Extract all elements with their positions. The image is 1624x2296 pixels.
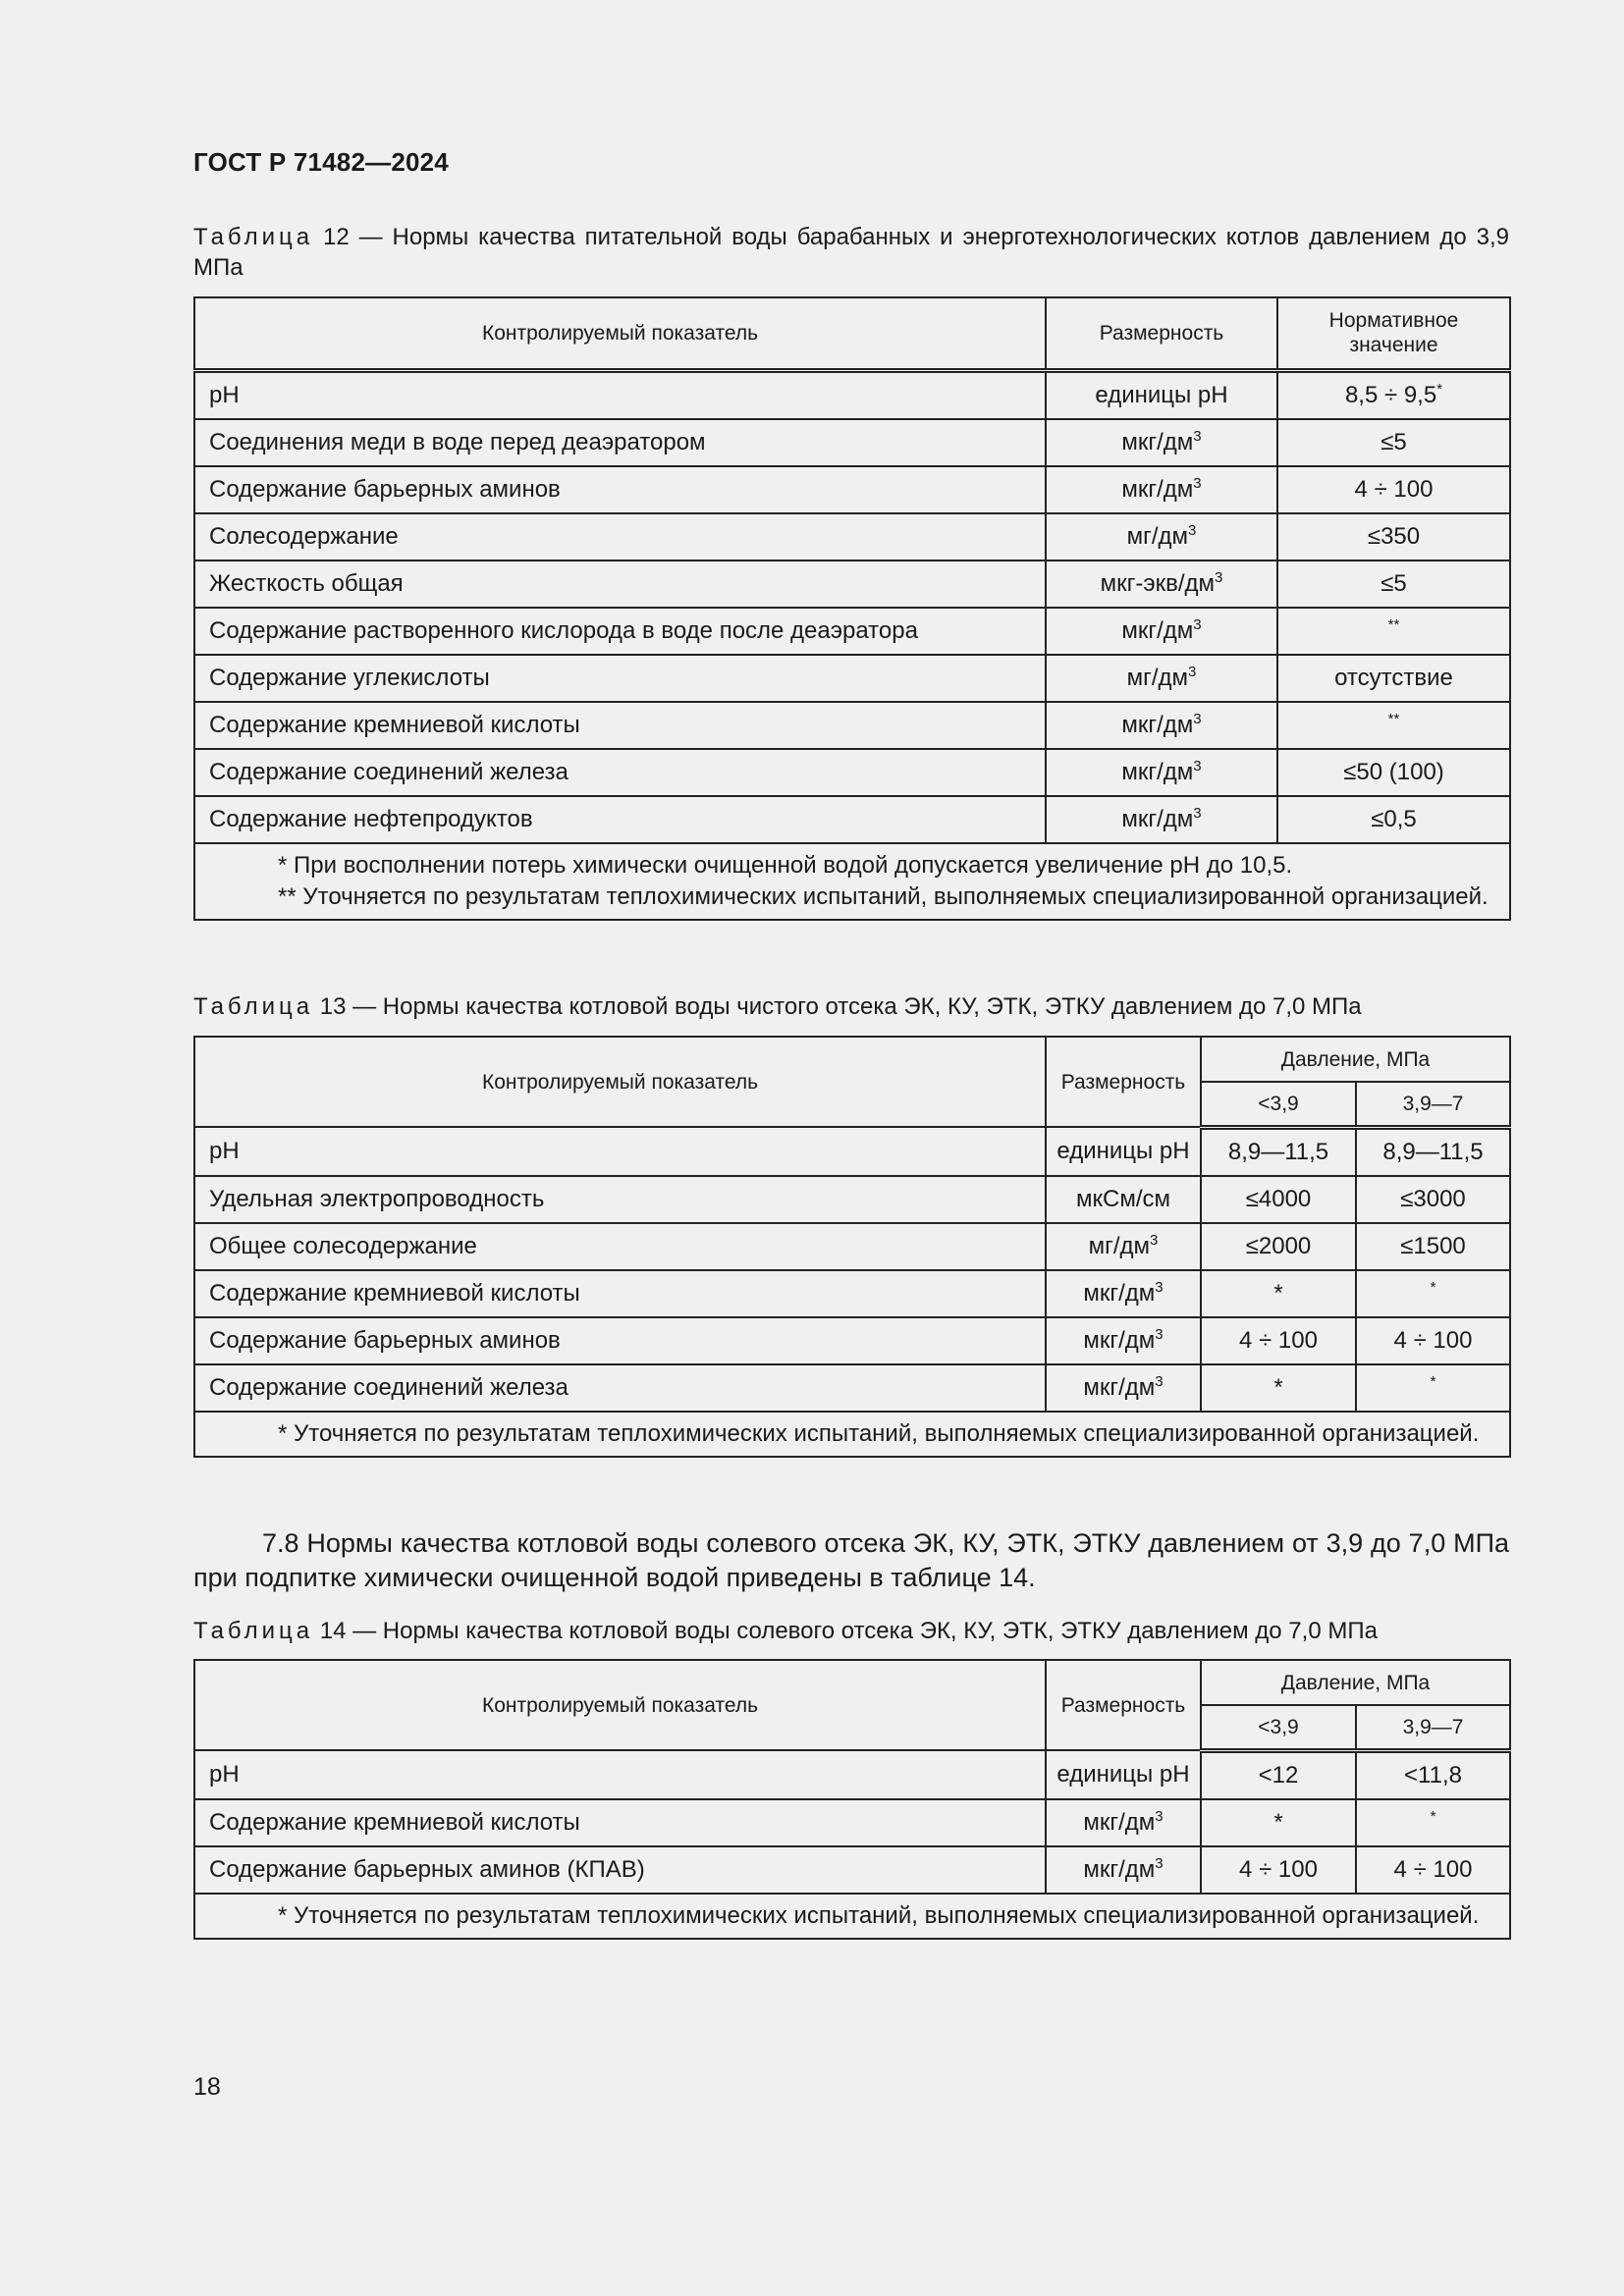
caption-text: 14 — Нормы качества котловой воды солевого отсека ЭК, КУ, ЭТК, ЭТКУ давлением до 7,0 МПа <box>313 1618 1378 1644</box>
table-12 <box>193 296 1511 921</box>
param-cell-text: Содержание барьерных аминов <box>209 475 561 503</box>
paragraph-7-8: 7.8 Нормы качества котловой воды солевого отсека ЭК, КУ, ЭТК, ЭТКУ давлением от 3,9 до 7,0 МПа при подпитке химически очищенной водой приведены в таблице 14. <box>193 1528 1509 1592</box>
unit-cell-text: мкг/дм <box>1083 1855 1156 1883</box>
table-14 <box>193 1659 1511 1940</box>
value-cell-superscript: ** <box>1387 710 1400 727</box>
param-cell <box>194 1223 1046 1270</box>
param-cell-text: Соединения меди в воде перед деаэратором <box>209 428 706 455</box>
param-cell-text: Общее солесодержание <box>209 1232 477 1259</box>
param-cell-text: Содержание углекислоты <box>209 664 490 691</box>
pressure-high-cell <box>1356 1364 1510 1412</box>
unit-cell <box>1046 1846 1201 1894</box>
unit-cell-superscript: 3 <box>1188 663 1197 680</box>
value-cell <box>1277 419 1510 466</box>
table-13-caption <box>193 991 1509 1022</box>
table-13 <box>193 1036 1511 1458</box>
pressure-low-cell <box>1201 1750 1356 1799</box>
value-cell <box>1277 513 1510 561</box>
param-cell <box>194 796 1046 843</box>
unit-cell <box>1046 466 1277 513</box>
unit-cell <box>1046 1364 1201 1412</box>
unit-cell-text: мкг/дм <box>1121 758 1194 785</box>
pressure-low-cell-text: * <box>1273 1808 1283 1836</box>
header-pressure: Давление, МПа <box>1201 1660 1510 1705</box>
table-row <box>194 1364 1510 1412</box>
pressure-low-cell-text: <12 <box>1258 1761 1299 1789</box>
table-row <box>194 1750 1510 1799</box>
value-cell <box>1277 561 1510 608</box>
header-pressure-high: 3,9—7 <box>1356 1705 1510 1750</box>
unit-cell <box>1046 1270 1201 1317</box>
pressure-low-cell <box>1201 1317 1356 1364</box>
table-row <box>194 749 1510 796</box>
pressure-low-cell-text: 4 ÷ 100 <box>1239 1326 1318 1354</box>
table-row <box>194 702 1510 749</box>
param-cell <box>194 466 1046 513</box>
unit-cell <box>1046 655 1277 702</box>
value-cell <box>1277 655 1510 702</box>
table-row <box>194 1127 1510 1176</box>
header-value: Нормативное значение <box>1277 297 1510 370</box>
unit-cell-text: мкг/дм <box>1121 616 1194 644</box>
param-cell-text: Содержание соединений железа <box>209 1373 568 1401</box>
caption-text: 13 — Нормы качества котловой воды чистого отсека ЭК, КУ, ЭТК, ЭТКУ давлением до 7,0 МПа <box>313 993 1362 1020</box>
param-cell-text: Жесткость общая <box>209 569 404 597</box>
unit-cell-superscript: 3 <box>1155 1372 1164 1390</box>
param-cell <box>194 419 1046 466</box>
pressure-high-cell-superscript: * <box>1430 1807 1436 1825</box>
value-cell <box>1277 702 1510 749</box>
unit-cell-superscript: 3 <box>1188 521 1197 539</box>
unit-cell-text: мкг/дм <box>1121 428 1194 455</box>
unit-cell-superscript: 3 <box>1193 615 1202 633</box>
unit-cell <box>1046 1223 1201 1270</box>
param-cell <box>194 1846 1046 1894</box>
header-pressure-low: <3,9 <box>1201 1082 1356 1127</box>
pressure-high-cell <box>1356 1223 1510 1270</box>
header-param: Контролируемый показатель <box>194 1660 1046 1750</box>
unit-cell-text: мкг/дм <box>1083 1373 1156 1401</box>
param-cell-text: pH <box>209 1760 240 1788</box>
value-cell-text: ≤5 <box>1380 569 1407 597</box>
unit-cell-text: мг/дм <box>1126 522 1189 550</box>
table-row <box>194 655 1510 702</box>
param-cell <box>194 1176 1046 1223</box>
header-unit: Размерность <box>1046 297 1277 370</box>
table-12-caption <box>193 222 1509 283</box>
pressure-low-cell-text: 4 ÷ 100 <box>1239 1855 1318 1883</box>
page-number: 18 <box>193 2073 221 2101</box>
unit-cell-text: мкг/дм <box>1121 475 1194 503</box>
unit-cell <box>1046 1127 1201 1176</box>
unit-cell <box>1046 419 1277 466</box>
value-cell <box>1277 466 1510 513</box>
param-cell-text: Содержание растворенного кислорода в воде после деаэратора <box>209 616 918 644</box>
caption-label: Таблица <box>193 224 314 250</box>
table-row <box>194 370 1510 419</box>
value-cell-text: ≤5 <box>1380 428 1407 455</box>
param-cell <box>194 561 1046 608</box>
pressure-high-cell <box>1356 1176 1510 1223</box>
pressure-high-cell-text: <11,8 <box>1404 1761 1462 1789</box>
pressure-low-cell <box>1201 1176 1356 1223</box>
value-cell-superscript: ** <box>1387 615 1400 633</box>
table-14-caption <box>193 1616 1509 1646</box>
value-cell-text: ≤350 <box>1367 522 1421 550</box>
unit-cell-superscript: 3 <box>1193 757 1202 774</box>
table-row <box>194 796 1510 843</box>
table-note: * При восполнении потерь химически очищенной водой допускается увеличение pH до 10,5. <box>278 851 1293 879</box>
pressure-high-cell <box>1356 1799 1510 1846</box>
param-cell-text: Содержание кремниевой кислоты <box>209 711 580 738</box>
unit-cell-text: мкг/дм <box>1083 1808 1156 1836</box>
table-row <box>194 1846 1510 1894</box>
caption-label: Таблица <box>193 993 314 1020</box>
table-row <box>194 1176 1510 1223</box>
pressure-low-cell <box>1201 1127 1356 1176</box>
param-cell <box>194 1799 1046 1846</box>
table-14-notes <box>194 1894 1510 1939</box>
param-cell <box>194 749 1046 796</box>
value-cell <box>1277 749 1510 796</box>
unit-cell <box>1046 749 1277 796</box>
table-note: ** Уточняется по результатам теплохимических испытаний, выполняемых специализированной организацией. <box>278 882 1489 910</box>
param-cell <box>194 655 1046 702</box>
pressure-high-cell <box>1356 1317 1510 1364</box>
header-param: Контролируемый показатель <box>194 1037 1046 1127</box>
table-row <box>194 513 1510 561</box>
unit-cell-text: мкг/дм <box>1121 711 1194 738</box>
unit-cell-text: мг/дм <box>1088 1232 1151 1259</box>
pressure-high-cell-superscript: * <box>1430 1372 1436 1390</box>
unit-cell-superscript: 3 <box>1193 427 1202 445</box>
table-row <box>194 1317 1510 1364</box>
value-cell <box>1277 608 1510 655</box>
unit-cell <box>1046 513 1277 561</box>
unit-cell-superscript: 3 <box>1215 568 1223 586</box>
unit-cell-text: единицы pH <box>1056 1760 1190 1788</box>
header-unit: Размерность <box>1046 1660 1201 1750</box>
pressure-low-cell-text: 8,9—11,5 <box>1227 1138 1329 1165</box>
pressure-low-cell-text: ≤4000 <box>1245 1185 1312 1212</box>
pressure-low-cell-text: * <box>1273 1279 1283 1307</box>
unit-cell <box>1046 370 1277 419</box>
param-cell-text: Содержание соединений железа <box>209 758 568 785</box>
table-row <box>194 561 1510 608</box>
param-cell-text: Удельная электропроводность <box>209 1185 545 1212</box>
value-cell-text: 4 ÷ 100 <box>1354 475 1434 503</box>
unit-cell <box>1046 1317 1201 1364</box>
param-cell-text: Солесодержание <box>209 522 399 550</box>
unit-cell-text: единицы pH <box>1056 1137 1190 1164</box>
unit-cell <box>1046 561 1277 608</box>
header-pressure-low: <3,9 <box>1201 1705 1356 1750</box>
table-row <box>194 1270 1510 1317</box>
unit-cell-superscript: 3 <box>1150 1231 1159 1249</box>
unit-cell <box>1046 1799 1201 1846</box>
param-cell-text: pH <box>209 1137 240 1164</box>
table-row <box>194 1223 1510 1270</box>
unit-cell <box>1046 1176 1201 1223</box>
table-note: * Уточняется по результатам теплохимических испытаний, выполняемых специализированной организацией. <box>278 1901 1480 1929</box>
document-header: ГОСТ Р 71482—2024 <box>193 147 449 177</box>
table-row <box>194 419 1510 466</box>
pressure-high-cell-text: 4 ÷ 100 <box>1393 1326 1473 1354</box>
pressure-high-cell <box>1356 1750 1510 1799</box>
param-cell-text: Содержание кремниевой кислоты <box>209 1808 580 1836</box>
pressure-low-cell <box>1201 1223 1356 1270</box>
param-cell-text: pH <box>209 381 240 408</box>
unit-cell-text: мкСм/см <box>1076 1185 1170 1212</box>
unit-cell <box>1046 796 1277 843</box>
pressure-high-cell-text: ≤1500 <box>1400 1232 1466 1259</box>
pressure-high-cell-text: 4 ÷ 100 <box>1393 1855 1473 1883</box>
unit-cell <box>1046 702 1277 749</box>
param-cell <box>194 608 1046 655</box>
caption-text: 12 — Нормы качества питательной воды барабанных и энерготехнологических котлов давлением до 3,9 МПа <box>193 224 1509 281</box>
value-cell <box>1277 796 1510 843</box>
unit-cell-text: мкг-экв/дм <box>1100 569 1216 597</box>
value-cell <box>1277 370 1510 419</box>
pressure-high-cell <box>1356 1127 1510 1176</box>
pressure-low-cell <box>1201 1799 1356 1846</box>
header-param: Контролируемый показатель <box>194 297 1046 370</box>
unit-cell-superscript: 3 <box>1155 1325 1164 1343</box>
table-13-notes <box>194 1412 1510 1457</box>
pressure-low-cell-text: * <box>1273 1373 1283 1401</box>
pressure-low-cell <box>1201 1846 1356 1894</box>
value-cell-text: отсутствие <box>1334 664 1453 691</box>
pressure-high-cell-text: ≤3000 <box>1400 1185 1466 1212</box>
param-cell <box>194 1364 1046 1412</box>
pressure-low-cell <box>1201 1270 1356 1317</box>
unit-cell-text: мкг/дм <box>1083 1279 1156 1307</box>
unit-cell <box>1046 608 1277 655</box>
param-cell-text: Содержание барьерных аминов (КПАВ) <box>209 1855 645 1883</box>
header-unit: Размерность <box>1046 1037 1201 1127</box>
unit-cell-text: мг/дм <box>1126 664 1189 691</box>
param-cell <box>194 1750 1046 1799</box>
param-cell-text: Содержание барьерных аминов <box>209 1326 561 1354</box>
header-pressure: Давление, МПа <box>1201 1037 1510 1082</box>
param-cell <box>194 1317 1046 1364</box>
param-cell <box>194 1270 1046 1317</box>
table-row <box>194 608 1510 655</box>
table-row <box>194 466 1510 513</box>
pressure-low-cell <box>1201 1364 1356 1412</box>
param-cell-text: Содержание кремниевой кислоты <box>209 1279 580 1307</box>
param-cell-text: Содержание нефтепродуктов <box>209 805 533 832</box>
unit-cell-superscript: 3 <box>1155 1278 1164 1296</box>
table-row <box>194 1799 1510 1846</box>
pressure-low-cell-text: ≤2000 <box>1245 1232 1312 1259</box>
pressure-high-cell <box>1356 1270 1510 1317</box>
header-pressure-high: 3,9—7 <box>1356 1082 1510 1127</box>
unit-cell-superscript: 3 <box>1193 804 1202 822</box>
unit-cell-text: единицы pH <box>1095 381 1228 408</box>
param-cell <box>194 370 1046 419</box>
param-cell <box>194 702 1046 749</box>
unit-cell <box>1046 1750 1201 1799</box>
param-cell <box>194 513 1046 561</box>
param-cell <box>194 1127 1046 1176</box>
unit-cell-superscript: 3 <box>1193 710 1202 727</box>
value-cell-text: ≤0,5 <box>1371 805 1417 832</box>
unit-cell-superscript: 3 <box>1155 1807 1164 1825</box>
unit-cell-superscript: 3 <box>1155 1854 1164 1872</box>
unit-cell-text: мкг/дм <box>1121 805 1194 832</box>
value-cell-text: 8,5 ÷ 9,5 <box>1344 381 1437 408</box>
table-12-notes <box>194 843 1510 920</box>
value-cell-text: ≤50 (100) <box>1343 758 1444 785</box>
value-cell-superscript: * <box>1436 380 1443 398</box>
pressure-high-cell-text: 8,9—11,5 <box>1382 1138 1484 1165</box>
pressure-high-cell <box>1356 1846 1510 1894</box>
caption-label: Таблица <box>193 1618 314 1644</box>
unit-cell-superscript: 3 <box>1193 474 1202 492</box>
unit-cell-text: мкг/дм <box>1083 1326 1156 1354</box>
pressure-high-cell-superscript: * <box>1430 1278 1436 1296</box>
table-note: * Уточняется по результатам теплохимических испытаний, выполняемых специализированной организацией. <box>278 1419 1480 1447</box>
